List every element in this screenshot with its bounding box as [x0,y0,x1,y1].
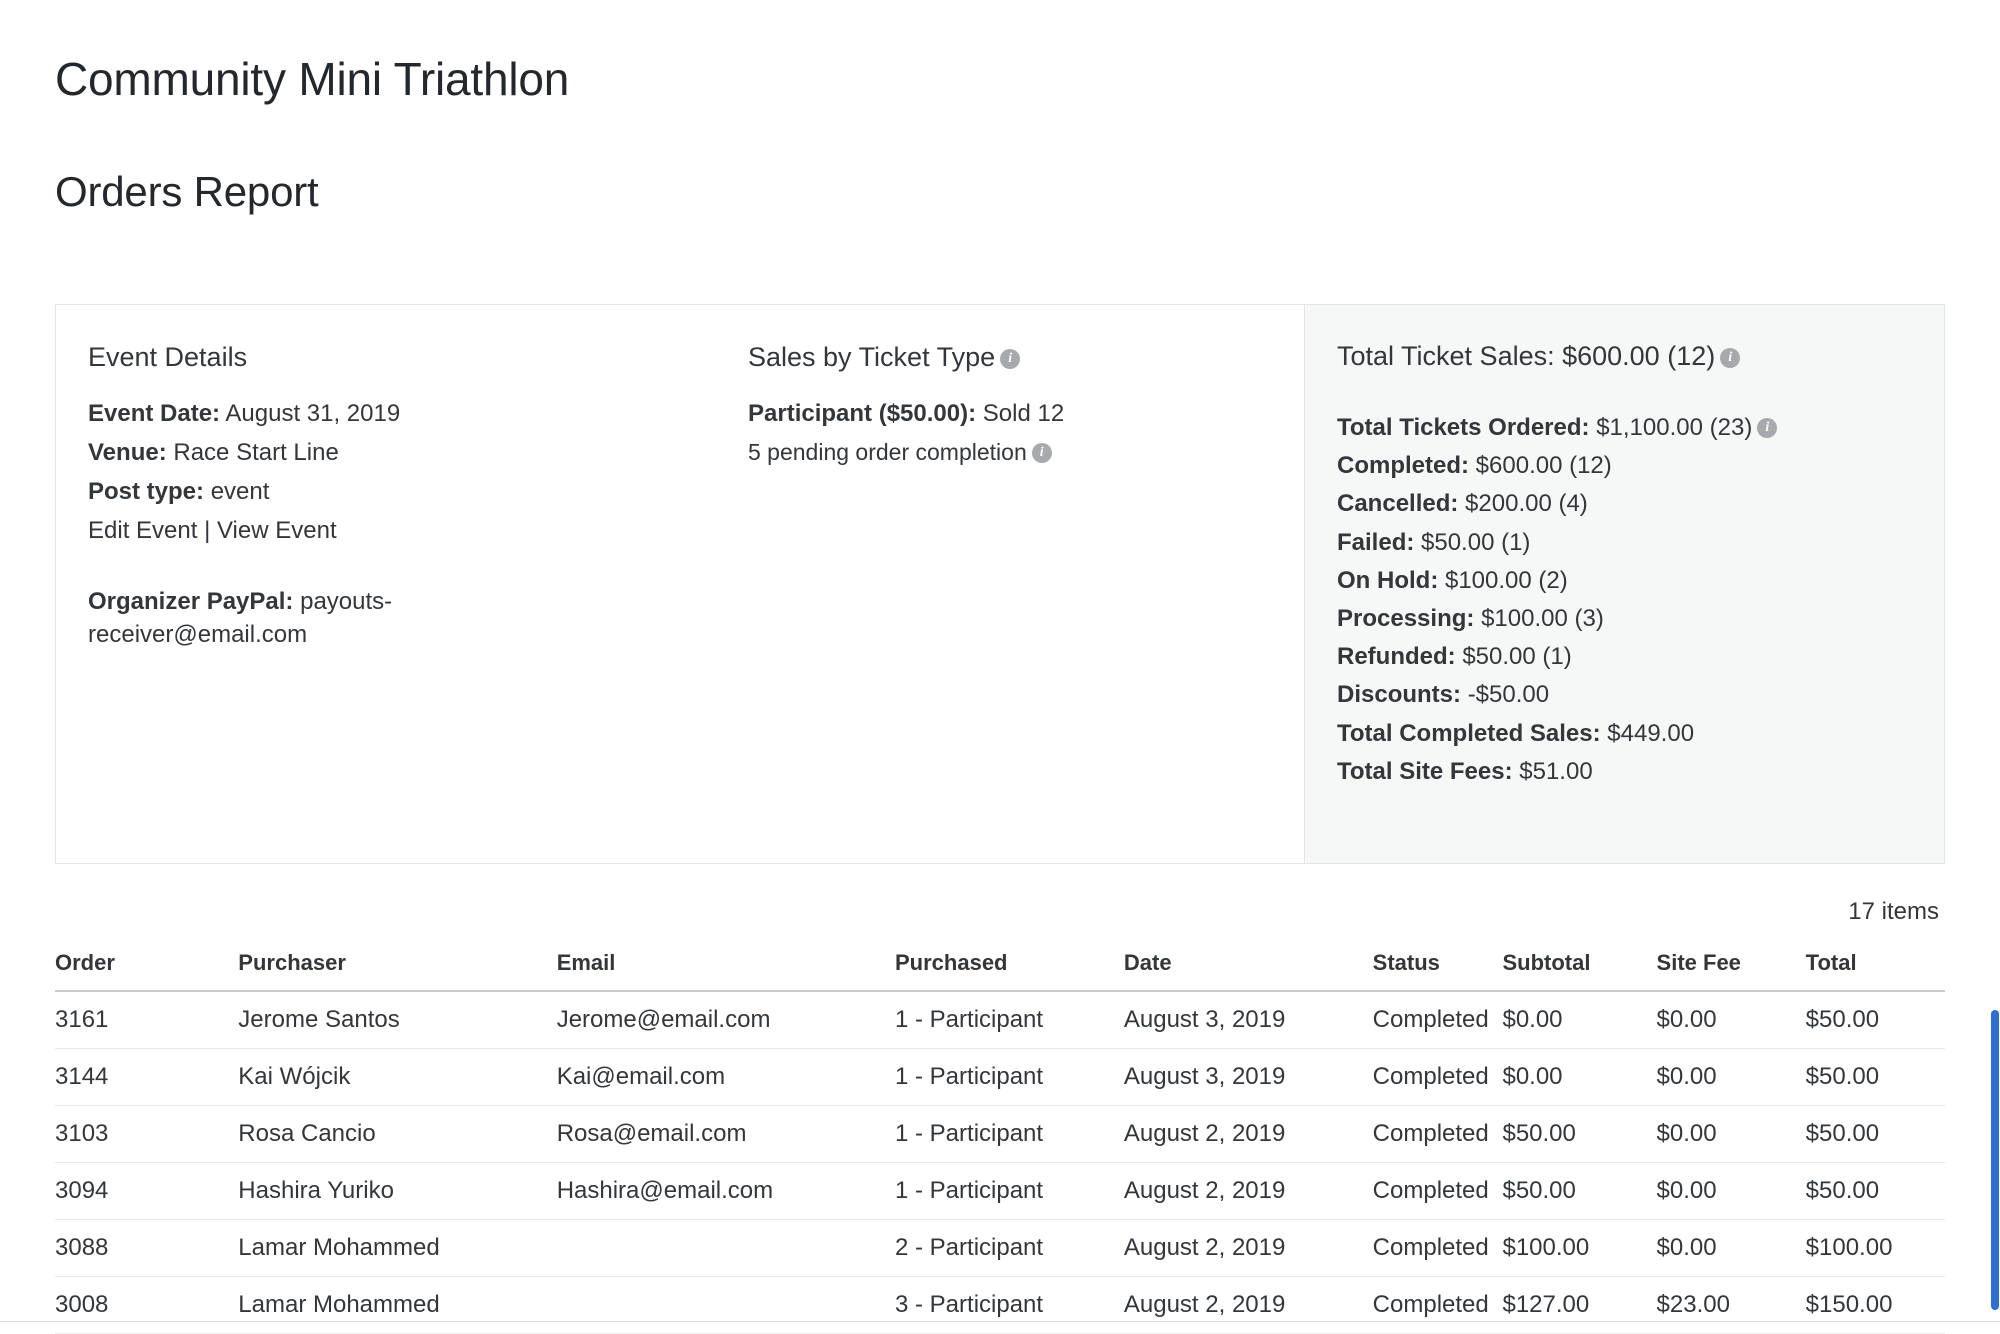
cell-status: Completed [1373,1163,1503,1220]
cell-purchased: 2 - Participant [895,1220,1124,1277]
cell-email: Jerome@email.com [557,991,895,1049]
pending-orders-row [748,434,1264,471]
totals-row [1337,756,1904,787]
total-tickets-ordered-row [1337,412,1904,443]
cell-order: 3161 [55,991,238,1049]
page-subtitle: Orders Report [55,168,319,215]
cell-site-fee: $0.00 [1657,1106,1806,1163]
totals-row-value: $51.00 [1519,757,1593,785]
totals-row-label: Completed: [1337,452,1469,480]
cell-subtotal: $100.00 [1502,1220,1656,1277]
table-row[interactable] [55,1220,1945,1277]
link-separator: | [204,517,211,545]
post-type-label: Post type: [88,478,205,506]
cell-site-fee: $0.00 [1657,991,1806,1049]
column-header-purchaser[interactable]: Purchaser [238,950,556,991]
cell-purchased: 3 - Participant [895,1277,1124,1334]
cell-purchaser: Kai Wójcik [238,1049,556,1106]
cell-date: August 2, 2019 [1124,1220,1373,1277]
totals-row-label: On Hold: [1337,566,1439,594]
table-row[interactable] [55,1163,1945,1220]
info-icon[interactable]: i [1000,349,1020,369]
cell-purchaser: Rosa Cancio [238,1106,556,1163]
cell-order: 3088 [55,1220,238,1277]
cell-total: $50.00 [1806,991,1945,1049]
table-row[interactable] [55,1049,1945,1106]
column-header-email[interactable]: Email [557,950,895,991]
view-event-link[interactable]: View Event [216,517,337,545]
table-header-row [55,950,1945,991]
cell-email: Kai@email.com [557,1049,895,1106]
totals-row-label: Discounts: [1337,681,1462,709]
cell-total: $100.00 [1806,1220,1945,1277]
totals-row-value: $50.00 (1) [1421,528,1531,556]
info-icon[interactable]: i [1032,443,1052,463]
totals-row-label: Cancelled: [1337,490,1459,518]
cell-purchased: 1 - Participant [895,1163,1124,1220]
bottom-edge [0,1321,2000,1333]
totals-row [1337,641,1904,672]
table-row[interactable] [55,991,1945,1049]
event-date-value: August 31, 2019 [225,400,401,428]
cell-email: Hashira@email.com [557,1163,895,1220]
cell-total: $50.00 [1806,1049,1945,1106]
cell-site-fee: $23.00 [1657,1277,1806,1334]
cell-total: $50.00 [1806,1163,1945,1220]
cell-total: $150.00 [1806,1277,1945,1334]
cell-email: Rosa@email.com [557,1106,895,1163]
cell-subtotal: $0.00 [1502,991,1656,1049]
column-header-purchased[interactable]: Purchased [895,950,1124,991]
totals-row [1337,488,1904,519]
cell-purchased: 1 - Participant [895,991,1124,1049]
totals-row-value: $100.00 (3) [1481,604,1604,632]
column-header-total[interactable]: Total [1806,950,1945,991]
cell-email [557,1220,895,1277]
cell-purchaser: Lamar Mohammed [238,1220,556,1277]
column-header-subtotal[interactable]: Subtotal [1502,950,1656,991]
ticket-type-row [748,395,1264,433]
event-details-heading: Event Details [88,342,248,372]
event-action-links [88,512,676,551]
page-title: Community Mini Triathlon [55,53,570,105]
cell-date: August 2, 2019 [1124,1163,1373,1220]
cell-order: 3144 [55,1049,238,1106]
sales-by-ticket-heading [748,341,1264,373]
scrollbar-thumb[interactable] [1991,1010,1999,1310]
column-header-status[interactable]: Status [1373,950,1503,991]
totals-row-value: $449.00 [1607,719,1695,747]
totals-row-label: Refunded: [1337,643,1456,671]
total-ticket-sales-text: Total Ticket Sales: $600.00 (12) [1337,341,1716,371]
totals-column [1304,305,1944,863]
totals-row [1337,718,1904,749]
totals-row-value: -$50.00 [1467,681,1550,709]
totals-row-label: Total Site Fees: [1337,757,1513,785]
post-type-row [88,473,676,512]
totals-row-value: $600.00 (12) [1475,452,1612,480]
totals-row [1337,565,1904,596]
venue-label: Venue: [88,439,167,467]
ticket-type-value: Sold 12 [982,400,1065,428]
cell-site-fee: $0.00 [1657,1163,1806,1220]
event-date-row [88,395,676,434]
totals-row-value: $100.00 (2) [1444,566,1568,594]
table-row[interactable] [55,1106,1945,1163]
cell-subtotal: $50.00 [1502,1106,1656,1163]
totals-row [1337,603,1904,634]
event-details-column [56,305,716,863]
sales-by-ticket-heading-text: Sales by Ticket Type [748,342,996,372]
totals-row [1337,679,1904,710]
cell-purchased: 1 - Participant [895,1106,1124,1163]
totals-row-label: Total Completed Sales: [1337,719,1601,747]
info-icon[interactable]: i [1720,348,1740,368]
edit-event-link[interactable]: Edit Event [88,517,198,545]
cell-site-fee: $0.00 [1657,1049,1806,1106]
column-header-site-fee[interactable]: Site Fee [1657,950,1806,991]
cell-order: 3103 [55,1106,238,1163]
column-header-order[interactable]: Order [55,950,238,991]
cell-date: August 2, 2019 [1124,1106,1373,1163]
totals-row-value: $50.00 (1) [1462,643,1572,671]
total-ticket-sales-heading [1337,341,1904,372]
cell-status: Completed [1373,1277,1503,1334]
post-type-value: event [210,478,270,506]
organizer-paypal-label: Organizer PayPal: [88,587,294,615]
items-count: 17 items [1848,898,1939,925]
summary-panel [55,304,1945,864]
cell-total: $50.00 [1806,1106,1945,1163]
scrollbar-track[interactable] [1992,0,2000,1333]
info-icon[interactable]: i [1757,418,1777,438]
event-date-label: Event Date: [88,400,221,428]
totals-row [1337,450,1904,481]
total-tickets-ordered-value: $1,100.00 (23) [1596,414,1753,441]
cell-purchaser: Lamar Mohammed [238,1277,556,1334]
cell-subtotal: $0.00 [1502,1049,1656,1106]
cell-status: Completed [1373,1220,1503,1277]
organizer-paypal-row [88,585,508,651]
cell-site-fee: $0.00 [1657,1220,1806,1277]
column-header-date[interactable]: Date [1124,950,1373,991]
ticket-type-label: Participant ($50.00): [748,400,977,428]
cell-status: Completed [1373,1049,1503,1106]
cell-order: 3008 [55,1277,238,1334]
total-tickets-ordered-label: Total Tickets Ordered: [1337,414,1590,441]
orders-table [55,950,1945,1334]
cell-status: Completed [1373,1106,1503,1163]
sales-by-ticket-column [716,305,1304,863]
cell-date: August 3, 2019 [1124,991,1373,1049]
spacer [88,551,676,585]
venue-row [88,434,676,473]
totals-row-label: Failed: [1337,528,1415,556]
cell-purchased: 1 - Participant [895,1049,1124,1106]
cell-date: August 3, 2019 [1124,1049,1373,1106]
cell-purchaser: Hashira Yuriko [238,1163,556,1220]
totals-row [1337,527,1904,558]
cell-purchaser: Jerome Santos [238,991,556,1049]
cell-date: August 2, 2019 [1124,1277,1373,1334]
pending-orders-text: 5 pending order completion [748,438,1027,465]
venue-value: Race Start Line [173,439,339,467]
totals-row-value: $200.00 (4) [1465,490,1588,518]
cell-status: Completed [1373,991,1503,1049]
cell-subtotal: $127.00 [1502,1277,1656,1334]
totals-row-label: Processing: [1337,604,1475,632]
cell-order: 3094 [55,1163,238,1220]
cell-subtotal: $50.00 [1502,1163,1656,1220]
organizer-paypal-value: payouts-receiver@email.com [88,587,393,648]
